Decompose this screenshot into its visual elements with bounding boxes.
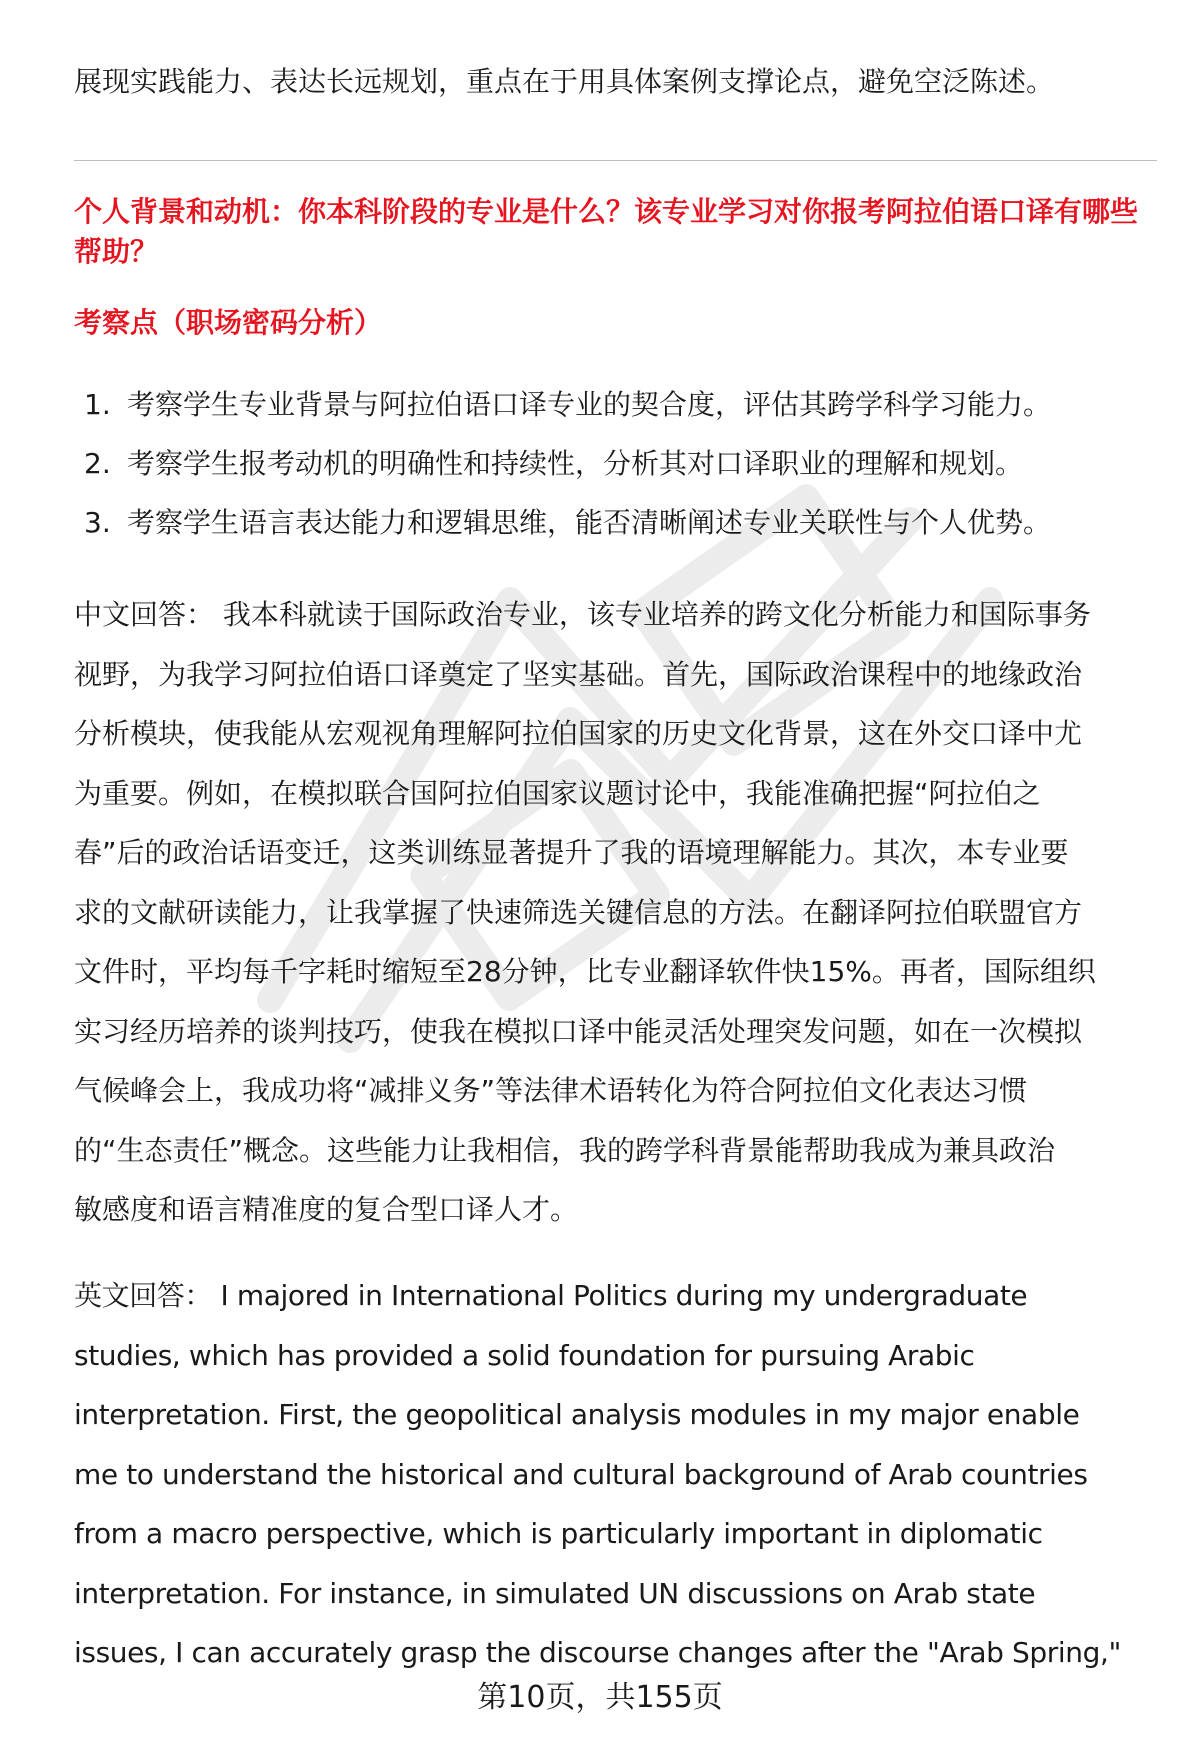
answer-line: studies, which has provided a solid foundation for pursuing Arabic	[74, 1338, 975, 1372]
answer-line: interpretation. First, the geopolitical analysis modules in my major enable	[74, 1398, 1080, 1431]
answer-line: 视野，为我学习阿拉伯语口译奠定了坚实基础。首先，国际政治课程中的地缘政治	[74, 657, 1083, 691]
answer-line: 为重要。例如，在模拟联合国阿拉伯国家议题讨论中，我能准确把握“阿拉伯之	[74, 776, 1041, 810]
answer-line: 分析模块，使我能从宏观视角理解阿拉伯国家的历史文化背景，这在外交口译中尤	[74, 717, 1083, 750]
exam-points-heading: 考察点（职场密码分析）	[74, 306, 383, 339]
exam-point-number: 1.	[84, 388, 111, 421]
answer-line: 的“生态责任”概念。这些能力让我相信，我的跨学科背景能帮助我成为兼具政治	[74, 1133, 1056, 1167]
intro-paragraph: 展现实践能力、表达长远规划，重点在于用具体案例支撑论点，避免空泛陈述。	[74, 65, 1055, 98]
answer-line: 求的文献研读能力，让我掌握了快速筛选关键信息的方法。在翻译阿拉伯联盟官方	[74, 895, 1083, 929]
answer-line: interpretation. For instance, in simulated UN discussions on Arab state	[74, 1576, 1036, 1610]
answer-line: 气候峰会上，我成功将“减排义务”等法律术语转化为符合阿拉伯文化表达习惯	[74, 1074, 1028, 1107]
exam-point-number: 3.	[84, 506, 111, 539]
exam-point-text: 考察学生语言表达能力和逻辑思维，能否清晰阐述专业关联性与个人优势。	[127, 506, 1052, 539]
exam-point-number: 2.	[84, 447, 111, 480]
exam-point	[84, 434, 1174, 493]
answer-line: me to understand the historical and cultural background of Arab countries	[74, 1457, 1088, 1491]
english-answer-paragraph	[74, 1266, 1164, 1683]
section-divider	[74, 160, 1157, 161]
answer-line: 实习经历培养的谈判技巧，使我在模拟口译中能灵活处理突发问题，如在一次模拟	[74, 1014, 1083, 1048]
exam-point-text: 考察学生报考动机的明确性和持续性，分析其对口译职业的理解和规划。	[127, 447, 1024, 480]
exam-points-list	[84, 375, 1174, 552]
answer-line: issues, I can accurately grasp the discourse changes after the "Arab Spring,"	[74, 1636, 1121, 1669]
answer-line: 敏感度和语言精准度的复合型口译人才。	[74, 1193, 579, 1226]
answer-line: from a macro perspective, which is particularly important in diplomatic	[74, 1517, 1043, 1550]
chinese-answer-paragraph	[74, 585, 1164, 1240]
answer-line: 中文回答： 我本科就读于国际政治专业，该专业培养的跨文化分析能力和国际事务	[74, 598, 1091, 631]
exam-point-text: 考察学生专业背景与阿拉伯语口译专业的契合度，评估其跨学科学习能力。	[127, 388, 1052, 421]
answer-line: 英文回答： I majored in International Politics during my undergraduate	[74, 1279, 1028, 1312]
answer-line: 文件时，平均每千字耗时缩短至28分钟，比专业翻译软件快15%。再者，国际组织	[74, 955, 1096, 988]
question-heading: 个人背景和动机：你本科阶段的专业是什么？该专业学习对你报考阿拉伯语口译有哪些帮助？	[74, 195, 1139, 268]
answer-line: 春”后的政治话语变迁，这类训练显著提升了我的语境理解能力。其次，本专业要	[74, 836, 1069, 869]
page-number-footer: 第10页，共155页	[477, 1680, 723, 1715]
exam-point	[84, 493, 1174, 552]
exam-point	[84, 375, 1174, 434]
